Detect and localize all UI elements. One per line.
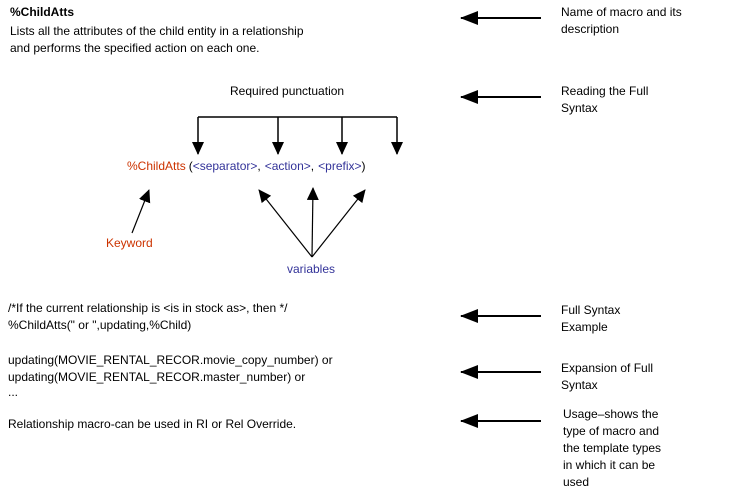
annotation-line: Syntax <box>561 101 598 115</box>
annotation-line: used <box>563 475 590 489</box>
syntax-keyword: %ChildAtts <box>127 159 186 173</box>
macro-syntax-line <box>127 158 366 175</box>
variables-arrows <box>259 188 365 257</box>
keyword-label: Keyword <box>106 236 153 250</box>
required-punctuation-label: Required punctuation <box>230 84 345 98</box>
punctuation-bracket <box>198 117 397 154</box>
example-comment-line: /*If the current relationship is <is in stock as>, then */ <box>8 301 288 315</box>
macro-title: %ChildAtts <box>10 5 74 19</box>
annotation-arrows <box>461 18 541 421</box>
variables-arrow-prefix <box>312 190 365 257</box>
annotation-line: Full Syntax <box>561 303 621 317</box>
example-macro-call: %ChildAtts(" or ",updating,%Child) <box>8 318 192 332</box>
annotation-line: description <box>561 22 620 36</box>
syntax-separator-variable: <separator> <box>192 159 258 173</box>
annotation-usage <box>563 406 661 491</box>
annotation-reading-full-syntax <box>561 83 648 117</box>
variables-label: variables <box>287 262 336 276</box>
syntax-action-variable: <action> <box>264 159 311 173</box>
syntax-close-paren: ) <box>361 159 366 173</box>
annotation-line: Example <box>561 320 608 334</box>
macro-description-line2: and performs the specified action on each one. <box>10 41 260 55</box>
annotation-line: Expansion of Full <box>561 361 654 375</box>
annotation-name-of-macro <box>561 4 682 38</box>
macro-description-line1: Lists all the attributes of the child entity in a relationship <box>10 24 304 38</box>
usage-note: Relationship macro-can be used in RI or Rel Override. <box>8 417 297 431</box>
annotation-line: Syntax <box>561 378 598 392</box>
syntax-prefix-variable: <prefix> <box>318 159 362 173</box>
variables-arrow-action <box>312 188 313 257</box>
annotation-full-syntax-example <box>561 302 620 336</box>
annotation-line: Reading the Full <box>561 84 649 98</box>
expansion-ellipsis: ... <box>8 385 19 399</box>
annotation-line: Usage–shows the <box>563 407 659 421</box>
expansion-line-2: updating(MOVIE_RENTAL_RECOR.master_number) or <box>8 370 306 384</box>
annotation-line: type of macro and <box>563 424 660 438</box>
syntax-comma-1: , <box>257 159 261 173</box>
annotation-line: the template types <box>563 441 662 455</box>
expansion-line-1: updating(MOVIE_RENTAL_RECOR.movie_copy_number) or <box>8 353 333 367</box>
annotation-line: Name of macro and its <box>561 5 682 19</box>
annotation-expansion-of-full-syntax <box>561 360 653 394</box>
syntax-comma-2: , <box>310 159 315 173</box>
annotation-line: in which it can be <box>563 458 656 472</box>
keyword-arrow-line <box>132 190 149 233</box>
keyword-arrow <box>132 190 149 233</box>
syntax-open-paren: ( <box>188 159 193 173</box>
variables-arrow-separator <box>259 190 312 257</box>
